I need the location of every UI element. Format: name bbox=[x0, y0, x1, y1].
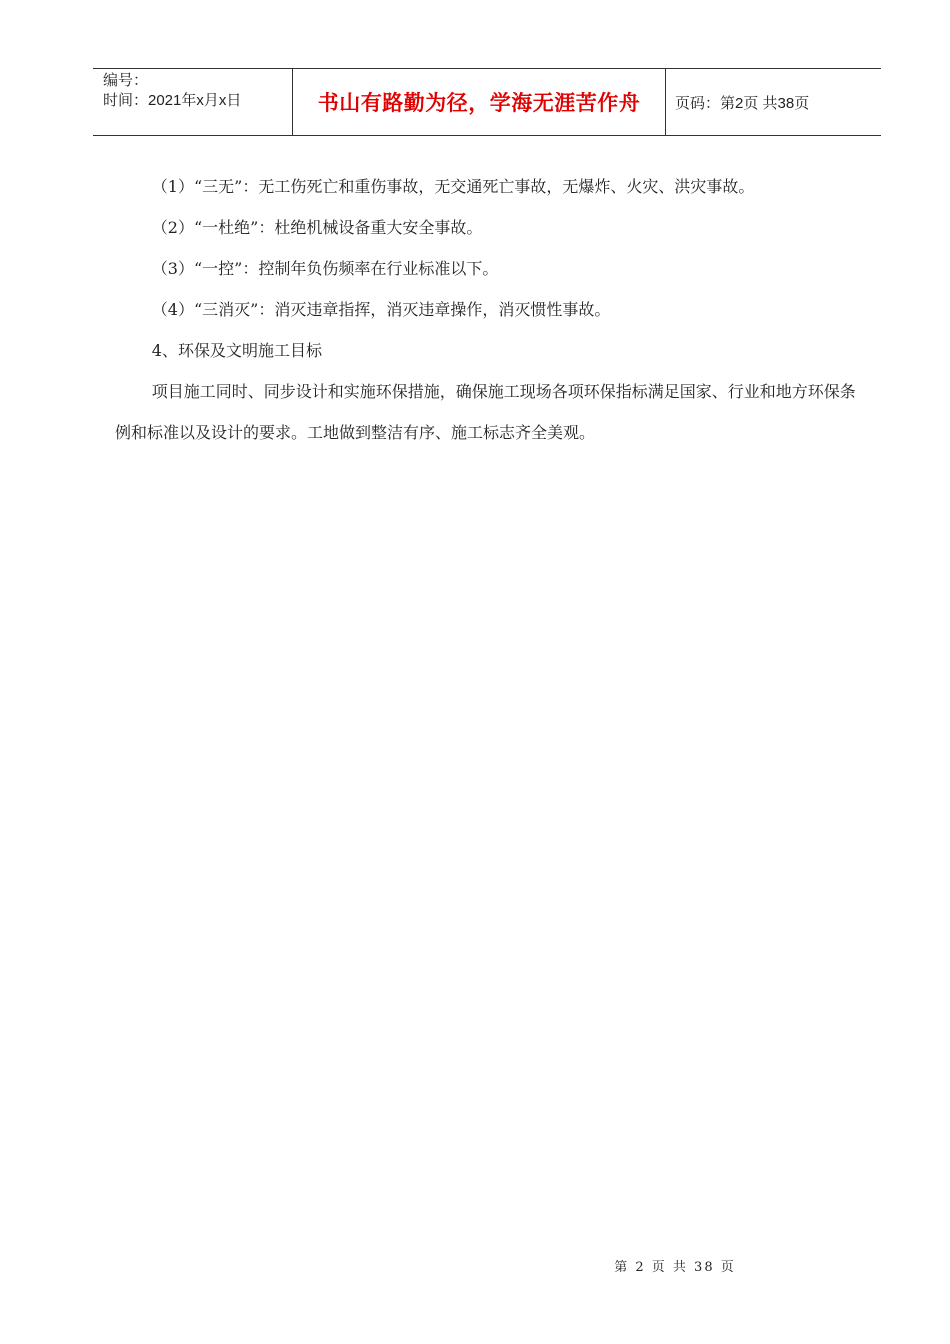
document-body bbox=[115, 166, 865, 453]
paragraph: （3）“一控”：控制年负伤频率在行业标准以下。 bbox=[151, 259, 499, 278]
paragraph: 项目施工同时、同步设计和实施环保措施，确保施工现场各项环保指标满足国家、行业和地方环保条例和标准以及设计的要求。工地做到整洁有序、施工标志齐全美观。 bbox=[115, 382, 856, 442]
page-header bbox=[93, 68, 881, 136]
paragraph: （2）“一杜绝”：杜绝机械设备重大安全事故。 bbox=[151, 218, 483, 237]
paragraph: （1）“三无”：无工伤死亡和重伤事故，无交通死亡事故，无爆炸、火灾、洪灾事故。 bbox=[151, 177, 755, 196]
footer-page-number: 第 2 页 共 38 页 bbox=[614, 1260, 736, 1275]
number-label: 编号： bbox=[103, 72, 149, 89]
header-page-info: 页码：第2页 共38页 bbox=[675, 94, 810, 112]
header-meta bbox=[93, 69, 293, 135]
paragraph: （4）“三消灭”：消灭违章指挥，消灭违章操作，消灭惯性事故。 bbox=[151, 300, 611, 319]
header-motto: 书山有路勤为径，学海无涯苦作舟 bbox=[293, 69, 666, 135]
time-label: 时间：2021年x月x日 bbox=[103, 92, 242, 109]
page-footer bbox=[0, 1256, 950, 1275]
section-heading: 4、环保及文明施工目标 bbox=[151, 341, 322, 360]
